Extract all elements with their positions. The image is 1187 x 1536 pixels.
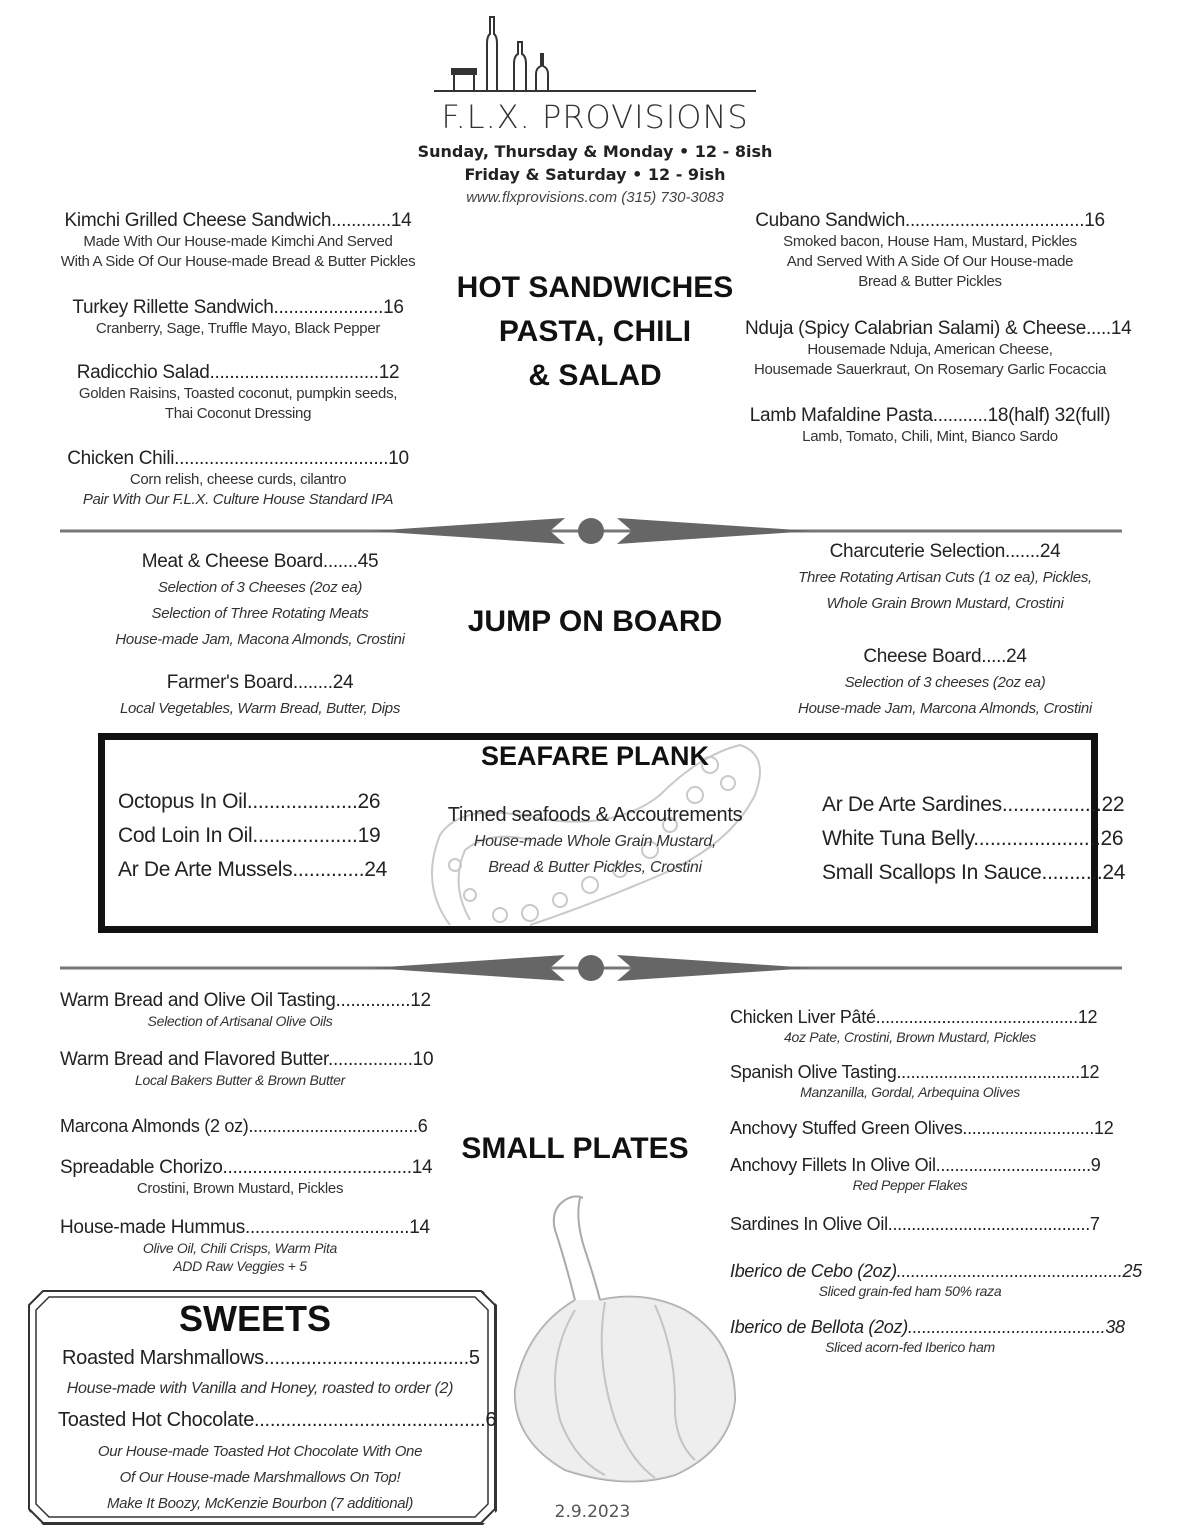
small-right-item xyxy=(730,1062,1100,1101)
board-item-charcuterie xyxy=(780,541,1110,617)
item-desc: Made With Our House-made Kimchi And Served xyxy=(83,233,393,250)
small-plates-title: SMALL PLATES xyxy=(461,1132,689,1165)
seafare-item: Cod Loin In Oil...................19 xyxy=(118,824,381,847)
item-desc: Manzanilla, Gordal, Arbequina Olives xyxy=(800,1084,1020,1100)
item-name: Iberico de Cebo (2oz)................................................25 xyxy=(730,1261,1142,1281)
hot-right-item xyxy=(745,210,1115,292)
item-name: Chicken Liver Pâté...........................................12 xyxy=(730,1007,1098,1027)
item-name: Marcona Almonds (2 oz)....................................6 xyxy=(60,1116,428,1136)
seafare-right-list xyxy=(822,788,1126,890)
item-name: House-made Hummus.................................14 xyxy=(60,1217,430,1238)
seafare-item: Octopus In Oil....................26 xyxy=(118,790,381,813)
item-desc: Golden Raisins, Toasted coconut, pumpkin seeds, xyxy=(78,385,398,402)
hot-title-line-3: & SALAD xyxy=(528,359,662,392)
item-desc: Housemade Sauerkraut, On Rosemary Garlic Focaccia xyxy=(753,361,1107,378)
section-divider xyxy=(60,952,1122,984)
item-name: Chicken Chili...........................................10 xyxy=(67,448,409,469)
board-item-farmers xyxy=(100,672,420,722)
brand-name: F.L.X. PROVISIONS xyxy=(441,98,749,136)
item-desc: Selection of Artisanal Olive Oils xyxy=(147,1013,333,1029)
item-name: Radicchio Salad..................................12 xyxy=(76,362,400,383)
small-left-item xyxy=(60,1116,428,1137)
item-name: Spanish Olive Tasting.......................................12 xyxy=(730,1062,1100,1082)
sweets-item-desc xyxy=(40,1439,480,1517)
item-desc: Smoked bacon, House Ham, Mustard, Pickles xyxy=(783,233,1077,250)
item-desc: Olive Oil, Chili Crisps, Warm Pita xyxy=(142,1240,338,1256)
sweets-title: SWEETS xyxy=(178,1298,331,1339)
item-name: Anchovy Fillets In Olive Oil.................................9 xyxy=(730,1155,1101,1175)
small-left-item xyxy=(60,1157,433,1199)
item-desc: Whole Grain Brown Mustard, Crostini xyxy=(826,595,1064,612)
small-right-item xyxy=(730,1155,1101,1194)
item-name: Spreadable Chorizo......................................14 xyxy=(60,1157,433,1178)
item-desc: Selection of Three Rotating Meats xyxy=(151,605,369,622)
seafare-left-list xyxy=(118,785,388,887)
hot-left-item xyxy=(58,362,418,424)
small-left-item xyxy=(60,990,431,1030)
seafare-item: White Tuna Belly.......................26 xyxy=(822,827,1124,850)
item-name: Charcuterie Selection.......24 xyxy=(829,541,1061,562)
hours-line-1: Sunday, Thursday & Monday • 12 - 8ish xyxy=(417,142,773,161)
item-name: Anchovy Stuffed Green Olives............................12 xyxy=(730,1118,1114,1138)
item-name: Nduja (Spicy Calabrian Salami) & Cheese.....14 xyxy=(745,318,1132,339)
item-desc: Local Vegetables, Warm Bread, Butter, Dips xyxy=(119,700,401,717)
item-name: Iberico de Bellota (2oz)..........................................38 xyxy=(730,1317,1125,1337)
sweets-item-desc: House-made with Vanilla and Honey, roasted to order (2) xyxy=(66,1380,454,1397)
sweets-desc-line: Our House-made Toasted Hot Chocolate With One xyxy=(97,1443,423,1460)
item-desc: Bread & Butter Pickles xyxy=(858,273,1002,290)
item-name: Warm Bread and Olive Oil Tasting...............12 xyxy=(60,990,431,1011)
item-desc: Sliced acorn-fed Iberico ham xyxy=(825,1339,995,1355)
seafare-item: Ar De Arte Mussels.............24 xyxy=(118,858,388,881)
menu-date: 2.9.2023 xyxy=(554,1502,631,1522)
small-right-item xyxy=(730,1317,1125,1356)
hot-left-item xyxy=(58,297,418,339)
item-name: Cubano Sandwich....................................16 xyxy=(755,210,1105,231)
sweets-desc-line: Of Our House-made Marshmallows On Top! xyxy=(119,1469,401,1486)
small-right-item xyxy=(730,1214,1100,1235)
board-item-cheese xyxy=(780,646,1110,722)
item-desc: 4oz Pate, Crostini, Brown Mustard, Pickles xyxy=(784,1029,1036,1045)
item-desc: Lamb, Tomato, Chili, Mint, Bianco Sardo xyxy=(802,428,1058,445)
contact-line: www.flxprovisions.com (315) 730-3083 xyxy=(466,189,724,206)
item-desc: Three Rotating Artisan Cuts (1 oz ea), Pickles, xyxy=(798,569,1092,586)
small-left-item xyxy=(60,1217,430,1275)
item-desc: House-made Jam, Marcona Almonds, Crostini xyxy=(798,700,1092,717)
item-desc: Housemade Nduja, American Cheese, xyxy=(807,341,1053,358)
item-desc: Sliced grain-fed ham 50% raza xyxy=(818,1283,1002,1299)
item-desc: Cranberry, Sage, Truffle Mayo, Black Pepper xyxy=(95,320,381,337)
small-left-item xyxy=(60,1049,434,1089)
garlic-icon xyxy=(505,1190,745,1490)
hot-title-line-2: PASTA, CHILI xyxy=(498,315,692,348)
seafare-item: Small Scallops In Sauce...........24 xyxy=(822,861,1126,884)
board-title: JUMP ON BOARD xyxy=(467,605,723,638)
item-name: Cheese Board.....24 xyxy=(863,646,1027,667)
small-right-item xyxy=(730,1118,1114,1139)
small-right-item xyxy=(730,1261,1142,1300)
item-name: Sardines In Olive Oil...........................................7 xyxy=(730,1214,1100,1234)
item-desc: Local Bakers Butter & Brown Butter xyxy=(134,1072,345,1088)
seafare-title: SEAFARE PLANK xyxy=(480,741,710,771)
hot-title-line-1: HOT SANDWICHES xyxy=(456,271,734,304)
item-name: Lamb Mafaldine Pasta...........18(half) 32(full) xyxy=(749,405,1111,426)
seafare-center-desc: House-made Whole Grain Mustard, xyxy=(473,833,717,850)
sweets-desc-line: Make It Boozy, McKenzie Bourbon (7 additional) xyxy=(106,1495,414,1512)
item-desc: Thai Coconut Dressing xyxy=(164,405,312,422)
hot-left-item xyxy=(58,210,418,272)
small-right-item xyxy=(730,1007,1098,1046)
item-name: Farmer's Board........24 xyxy=(166,672,354,693)
item-name: Turkey Rillette Sandwich......................16 xyxy=(72,297,404,318)
item-name: Warm Bread and Flavored Butter.................10 xyxy=(60,1049,434,1070)
item-desc: Pair With Our F.L.X. Culture House Standard IPA xyxy=(82,491,394,508)
bottles-logo-icon xyxy=(430,14,760,94)
garlic-illustration xyxy=(505,1190,745,1490)
seafare-item: Ar De Arte Sardines..................22 xyxy=(822,793,1125,816)
hot-title xyxy=(440,266,750,398)
item-name: Kimchi Grilled Cheese Sandwich............14 xyxy=(64,210,412,231)
item-desc: Crostini, Brown Mustard, Pickles xyxy=(136,1180,344,1197)
item-desc: Selection of 3 cheeses (2oz ea) xyxy=(844,674,1046,691)
hot-left-item xyxy=(58,448,418,510)
divider-ornament-icon xyxy=(60,952,1122,984)
item-desc: ADD Raw Veggies + 5 xyxy=(173,1258,307,1274)
item-desc: Selection of 3 Cheeses (2oz ea) xyxy=(157,579,363,596)
hot-right-item xyxy=(745,405,1115,447)
sweets-item-marshmallows: Roasted Marshmallows.......................................5 xyxy=(62,1347,480,1369)
item-desc: House-made Jam, Macona Almonds, Crostini xyxy=(115,631,405,648)
seafare-center xyxy=(430,804,760,881)
seafare-center-line: Tinned seafoods & Accoutrements xyxy=(447,804,743,826)
item-desc: With A Side Of Our House-made Bread & Butter Pickles xyxy=(60,253,416,270)
item-desc: Red Pepper Flakes xyxy=(852,1177,968,1193)
board-item-meat-cheese xyxy=(100,551,420,653)
hours-line-2: Friday & Saturday • 12 - 9ish xyxy=(464,165,726,184)
item-name: Meat & Cheese Board.......45 xyxy=(141,551,379,572)
item-desc: Corn relish, cheese curds, cilantro xyxy=(129,471,347,488)
hot-right-item xyxy=(745,318,1132,380)
sweets-item-hot-chocolate: Toasted Hot Chocolate............................................6 xyxy=(58,1409,497,1431)
item-desc: And Served With A Side Of Our House-made xyxy=(786,253,1074,270)
seafare-center-desc: Bread & Butter Pickles, Crostini xyxy=(488,859,702,876)
